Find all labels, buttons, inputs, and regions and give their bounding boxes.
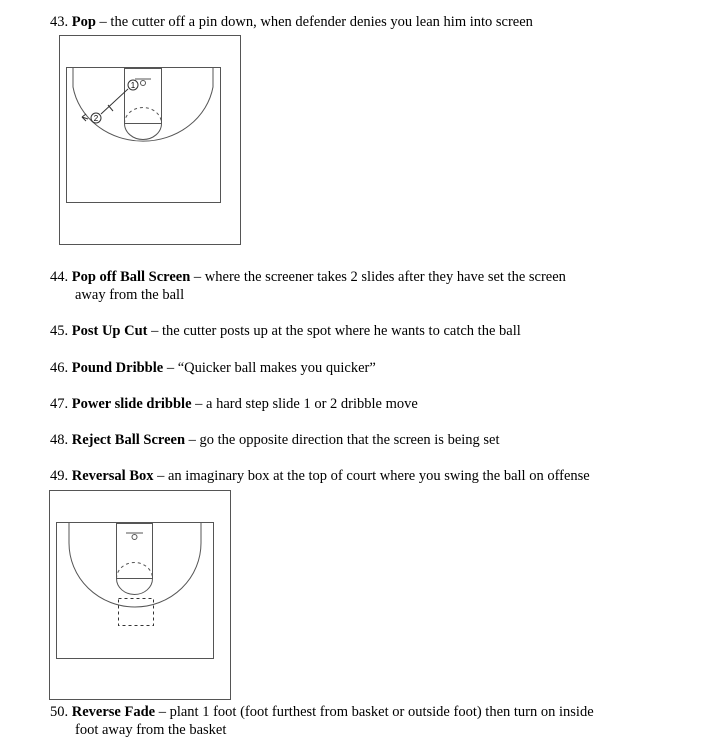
screen-marker <box>108 105 113 111</box>
lane <box>117 524 153 579</box>
cut-path <box>101 89 128 114</box>
free-throw-circle-solid <box>125 124 162 140</box>
entry-50 <box>50 703 650 739</box>
entry-number: 49. <box>50 468 69 484</box>
entry-45 <box>50 322 650 340</box>
entry-continuation: away from the ball <box>75 287 185 303</box>
reversal-box <box>119 599 154 626</box>
entry-definition: – where the screener takes 2 slides after they have set the screen <box>193 269 566 285</box>
reversal-box-diagram <box>49 490 231 700</box>
court-outline <box>67 68 221 203</box>
entry-term: Pop <box>71 14 96 30</box>
entry-49 <box>50 467 650 485</box>
entry-47 <box>50 395 650 413</box>
entry-definition: – the cutter posts up at the spot where he wants to catch the ball <box>151 323 521 339</box>
entry-term: Power slide dribble <box>71 396 192 412</box>
entry-term: Reverse Fade <box>71 704 156 720</box>
entry-definition: – an imaginary box at the top of court where you swing the ball on offense <box>157 468 590 484</box>
entry-definition: – a hard step slide 1 or 2 dribble move <box>195 396 418 412</box>
entry-definition: – go the opposite direction that the screen is being set <box>188 432 500 448</box>
entry-44 <box>50 268 650 304</box>
entry-number: 50. <box>50 704 69 720</box>
diagram-frame <box>50 491 231 700</box>
entry-number: 46. <box>50 360 69 376</box>
entry-definition: – “Quicker ball makes you quicker” <box>166 360 376 376</box>
entry-43 <box>50 13 650 31</box>
lane <box>125 69 162 124</box>
entry-number: 47. <box>50 396 69 412</box>
entry-number: 45. <box>50 323 69 339</box>
entry-46 <box>50 359 650 377</box>
hoop <box>141 81 146 86</box>
entry-definition: – plant 1 foot (foot furthest from basket or outside foot) then turn on inside <box>158 704 594 720</box>
free-throw-circle-dashed <box>125 108 162 124</box>
free-throw-circle-solid <box>117 579 153 595</box>
entry-number: 43. <box>50 14 69 30</box>
player-2-label: 2 <box>93 114 99 123</box>
entry-term: Pound Dribble <box>71 360 164 376</box>
entry-term: Pop off Ball Screen <box>71 269 191 285</box>
entry-definition: – the cutter off a pin down, when defender denies you lean him into screen <box>99 14 533 30</box>
entry-term: Post Up Cut <box>71 323 148 339</box>
entry-term: Reject Ball Screen <box>71 432 186 448</box>
diagram-frame <box>60 36 241 245</box>
free-throw-circle-dashed <box>117 563 153 579</box>
entry-48 <box>50 431 650 449</box>
pop-play-diagram <box>59 35 241 245</box>
entry-number: 48. <box>50 432 69 448</box>
court-outline <box>57 523 214 659</box>
entry-number: 44. <box>50 269 69 285</box>
entry-continuation: foot away from the basket <box>75 722 227 738</box>
entry-term: Reversal Box <box>71 468 154 484</box>
player-1-label: 1 <box>130 81 136 90</box>
hoop <box>132 535 137 540</box>
